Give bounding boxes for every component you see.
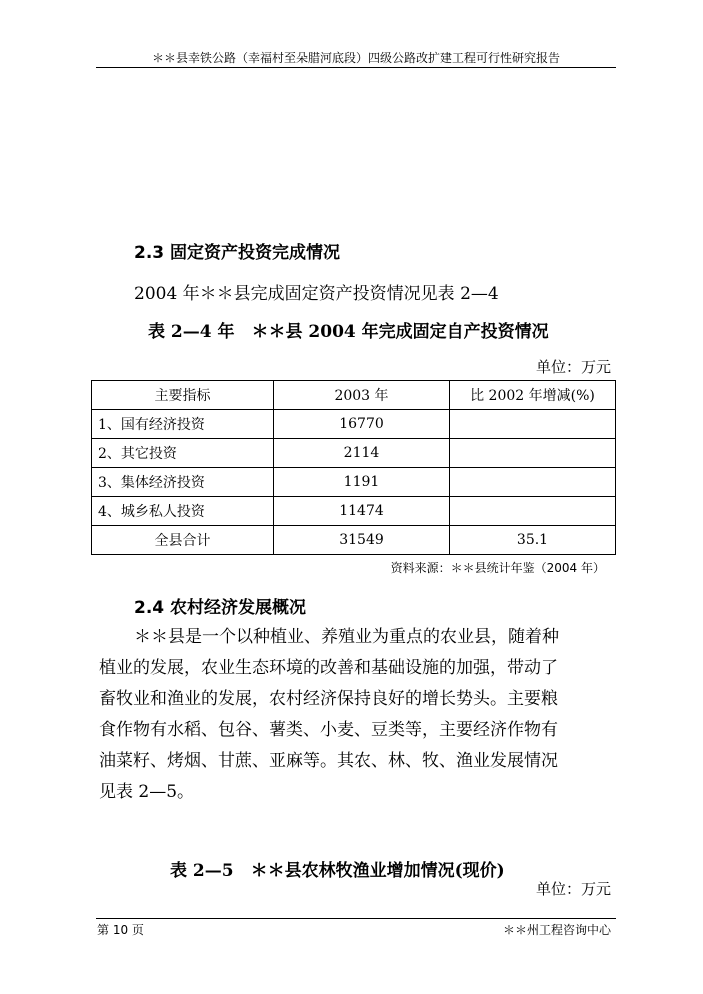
paragraph-line: 油菜籽、烤烟、甘蔗、亚麻等。其农、林、牧、渔业发展情况 <box>99 751 558 771</box>
table-row <box>92 468 616 497</box>
row-value-2003: 11474 <box>274 497 450 526</box>
paragraph-line: 畜牧业和渔业的发展，农村经济保持良好的增长势头。主要粮 <box>99 689 558 709</box>
table-2-4-source: 资料来源：＊＊县统计年鉴（2004 年） <box>390 561 605 575</box>
table-2-4-unit: 单位：万元 <box>535 358 611 376</box>
table-2-5-caption: 表 2—5 ＊＊县农林牧渔业增加情况(现价) <box>170 861 505 881</box>
table-total-row <box>92 526 616 555</box>
col-header-change: 比 2002 年增减(%) <box>450 381 616 410</box>
section-2-3-intro: 2004 年＊＊县完成固定资产投资情况见表 2—4 <box>134 284 499 304</box>
section-2-4-heading: 2.4 农村经济发展概况 <box>134 598 307 618</box>
footer-rule <box>96 918 616 919</box>
row-value-change <box>450 497 616 526</box>
paragraph-line: 植业的发展，农业生态环境的改善和基础设施的加强，带动了 <box>99 658 558 678</box>
table-row <box>92 497 616 526</box>
row-value-change <box>450 439 616 468</box>
row-value-change <box>450 410 616 439</box>
paragraph-line: 食作物有水稻、包谷、薯类、小麦、豆类等，主要经济作物有 <box>99 720 558 740</box>
row-label: 4、城乡私人投资 <box>92 497 274 526</box>
header-rule <box>96 67 616 68</box>
row-label: 2、其它投资 <box>92 439 274 468</box>
section-2-3-heading: 2.3 固定资产投资完成情况 <box>134 243 341 263</box>
table-row <box>92 439 616 468</box>
table-header-row <box>92 381 616 410</box>
table-row <box>92 410 616 439</box>
row-value-2003: 1191 <box>274 468 450 497</box>
row-label-total: 全县合计 <box>92 526 274 555</box>
col-header-indicator: 主要指标 <box>92 381 274 410</box>
paragraph-line: ＊＊县是一个以种植业、养殖业为重点的农业县，随着种 <box>117 627 559 647</box>
paragraph-line: 见表 2—5。 <box>99 782 195 802</box>
row-value-2003: 16770 <box>274 410 450 439</box>
row-value-change <box>450 468 616 497</box>
investment-table <box>91 380 616 555</box>
section-2-4-paragraph <box>99 622 559 808</box>
row-value-2003: 2114 <box>274 439 450 468</box>
report-header-title: ＊＊县幸铁公路（幸福村至朵腊河底段）四级公路改扩建工程可行性研究报告 <box>151 51 560 65</box>
row-label: 1、国有经济投资 <box>92 410 274 439</box>
footer-organization: ＊＊州工程咨询中心 <box>502 923 611 937</box>
row-label: 3、集体经济投资 <box>92 468 274 497</box>
table-2-4-caption: 表 2—4 年 ＊＊县 2004 年完成固定自产投资情况 <box>148 322 549 342</box>
footer-page-number: 第 10 页 <box>97 923 144 937</box>
col-header-2003: 2003 年 <box>274 381 450 410</box>
row-value-2003-total: 31549 <box>274 526 450 555</box>
row-value-change-total: 35.1 <box>450 526 616 555</box>
table-2-5-unit: 单位：万元 <box>535 880 611 898</box>
